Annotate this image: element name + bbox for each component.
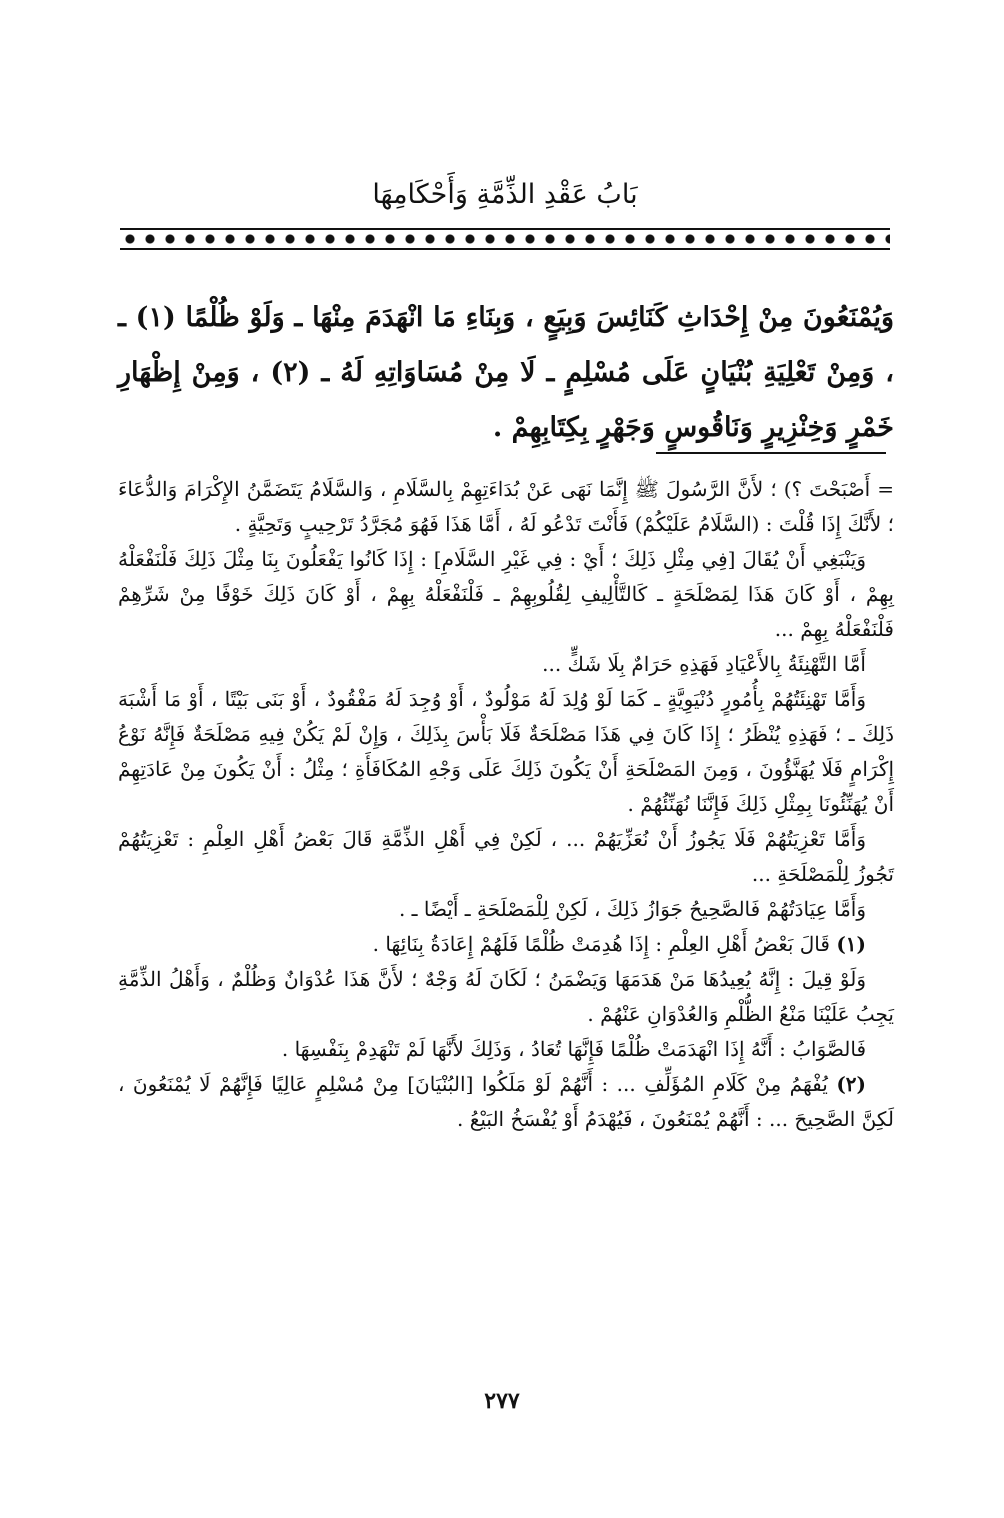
footnote-paragraph: وَلَوْ قِيلَ : إِنَّهُ يُعِيدُهَا مَنْ هَدَمَهَا وَيَضْمَنُ ؛ لَكَانَ لَهُ وَجْهٌ ؛ لأَنَّ هَذَا عُدْوَانٌ وَظُلْمٌ ، وَأَهْلُ الذِّمَّةِ يَجِبُ عَلَيْنَا مَنْعُ الظُّلْمِ وَالعُدْوَانِ عَنْهُمْ .: [118, 967, 894, 1026]
footnote-paragraph: وَيَنْبَغِي أَنْ يُقَالَ [فِي مِثْلِ ذَلِكَ ؛ أَيْ : فِي غَيْرِ السَّلَامِ] : إِذَا كَانُوا يَفْعَلُونَ بِنَا مِثْلَ ذَلِكَ فَلْنَفْعَلْهُ بِهِمْ ، أَوْ كَانَ هَذَا لِمَصْلَحَةٍ ـ كَالتَّأْلِيفِ لِقُلُوبِهِمْ ـ فَلْنَفْعَلْهُ بِهِمْ ، أَوْ كَانَ ذَلِكَ خَوْفًا مِنْ شَرِّهِمْ فَلْنَفْعَلْهُ بِهِمْ ...: [118, 547, 894, 641]
main-paragraph: وَيُمْنَعُونَ مِنْ إِحْدَاثِ كَنَائِسَ وَبِيَعٍ ، وَبِنَاءِ مَا انْهَدَمَ مِنْهَا ـ وَلَوْ ظُلْمًا (١) ـ ، وَمِنْ تَعْلِيَةِ بُنْيَانٍ عَلَى مُسْلِمٍ ـ لَا مِنْ مُسَاوَاتِهِ لَهُ ـ (٢) ، وَمِنْ إِظْهَارِ خَمْرٍ وَخِنْزِيرٍ وَنَاقُوسٍ وَجَهْرٍ بِكِتَابِهِمْ .: [118, 302, 895, 443]
page-number: ٢٧٧: [484, 1388, 520, 1414]
ornamental-border: [120, 228, 890, 250]
footnote-divider: [656, 452, 886, 454]
footnote-1-number: (١): [836, 932, 866, 956]
footnote-1-text: قَالَ بَعْضُ أَهْلِ العِلْمِ : إِذَا هُدِمَتْ ظُلْمًا فَلَهُمْ إِعَادَةُ بِنَائِهَا .: [372, 932, 830, 956]
footnote-2: [118, 1067, 894, 1137]
footnote-paragraph: وَأَمَّا تَعْزِيَتُهُمْ فَلَا يَجُوزُ أَنْ نُعَزِّيَهُمْ ... ، لَكِنْ فِي أَهْلِ الذِّمَّةِ قَالَ بَعْضُ أَهْلِ العِلْمِ : تَعْزِيَتُهُمْ تَجُوزُ لِلْمَصْلَحَةِ ...: [118, 827, 894, 886]
footnote-1: [118, 927, 894, 962]
footnote-2-number: (٢): [836, 1072, 867, 1096]
chapter-title: بَابُ عَقْدِ الذِّمَّةِ وَأَحْكَامِهَا: [372, 179, 638, 210]
footnote-paragraph: وَأَمَّا عِيَادَتُهُمْ فَالصَّحِيحُ جَوَازُ ذَلِكَ ، لَكِنْ لِلْمَصْلَحَةِ ـ أَيْضًا ـ .: [398, 897, 866, 921]
footnote-2-text: يُفْهَمُ مِنْ كَلَامِ المُؤَلِّفِ ... : أَنَّهُمْ لَوْ مَلَكُوا [البُنْيَانَ] مِنْ مُسْلِمٍ عَالِيًا فَإِنَّهُمْ لَا يُمْنَعُونَ ، لَكِنَّ الصَّحِيحَ ... : أَنَّهُمْ يُمْنَعُونَ ، فَيُهْدَمُ أَوْ يُفْسَخُ البَيْعُ .: [118, 1072, 894, 1131]
main-text: [118, 290, 894, 455]
footnote-paragraph: أَمَّا التَّهْنِئَةُ بِالأَعْيَادِ فَهَذِهِ حَرَامٌ بِلَا شَكٍّ ...: [542, 652, 866, 676]
footnote-paragraph: فَالصَّوَابُ : أَنَّهُ إِذَا انْهَدَمَتْ ظُلْمًا فَإِنَّهَا تُعَادُ ، وَذَلِكَ لأَنَّهَا لَمْ تَنْهَدِمْ بِنَفْسِهَا .: [281, 1037, 866, 1061]
footnote-paragraph: وَأَمَّا تَهْنِئَتُهُمْ بِأُمُورٍ دُنْيَوِيَّةٍ ـ كَمَا لَوْ وُلِدَ لَهُ مَوْلُودٌ ، أَوْ وُجِدَ لَهُ مَفْقُودٌ ، أَوْ بَنَى بَيْتًا ، أَوْ مَا أَشْبَهَ ذَلِكَ ـ ؛ فَهَذِهِ يُنْظَرُ ؛ إِذَا كَانَ فِي هَذَا مَصْلَحَةٌ فَلَا بَأْسَ بِذَلِكَ ، وَإِنْ لَمْ يَكُنْ فِيهِ مَصْلَحَةٌ فَإِنَّهُ نَوْعُ إِكْرَامٍ فَلَا يُهَنَّؤُونَ ، وَمِنَ المَصْلَحَةِ أَنْ يَكُونَ ذَلِكَ عَلَى وَجْهِ المُكَافَأَةِ ؛ مِثْلُ : أَنْ يَكُونَ مِنْ عَادَتِهِمْ أَنْ يُهَنِّئُونَا بِمِثْلِ ذَلِكَ فَإِنَّنَا نُهَنِّئُهُمْ .: [118, 687, 894, 816]
footnotes: [118, 472, 894, 1137]
footnote-continuation: = أَصْبَحْتَ ؟) ؛ لأَنَّ الرَّسُولَ ﷺ إِنَّمَا نَهَى عَنْ بُدَاءَتِهِمْ بِالسَّلَامِ ، وَالسَّلَامُ يَتَضَمَّنُ الإِكْرَامَ وَالدُّعَاءَ ؛ لأَنَّكَ إِذَا قُلْتَ : (السَّلَامُ عَلَيْكُمْ) فَأَنْتَ تَدْعُو لَهُ ، أَمَّا هَذَا فَهُوَ مُجَرَّدُ تَرْحِيبٍ وَتَحِيَّةٍ .: [118, 477, 894, 536]
